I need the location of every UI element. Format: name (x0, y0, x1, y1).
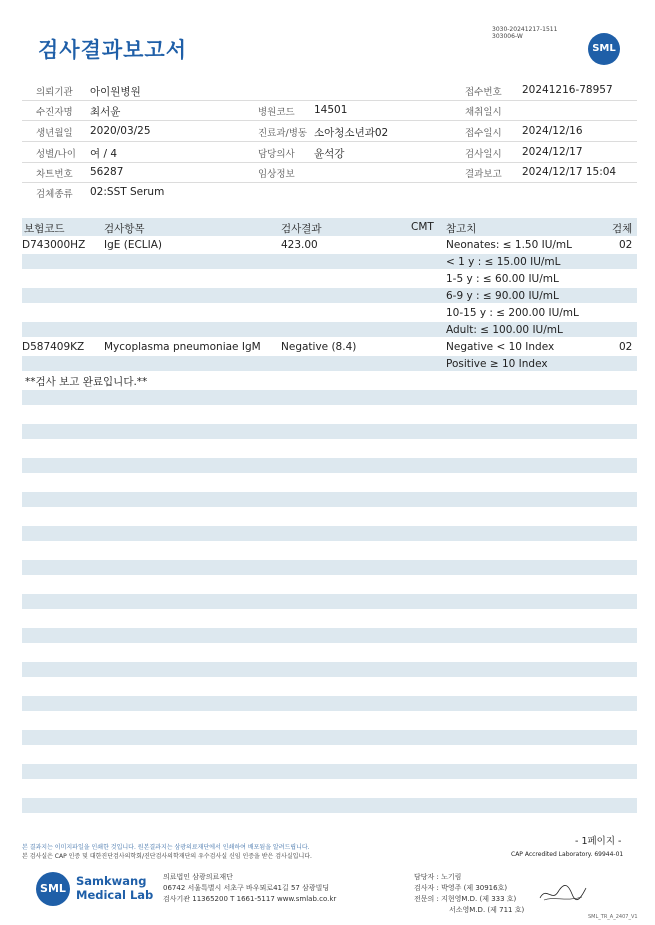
info-row-chart (22, 162, 637, 183)
table-row (22, 237, 637, 254)
info-row-sex-age (22, 142, 637, 163)
page-title: 검사결과보고서 (38, 38, 188, 62)
table-row (22, 271, 637, 288)
patient-value: 최서윤 (90, 106, 121, 118)
header-specimen: 검체 (612, 223, 633, 235)
org-name: 의료법인 삼광의료재단 (163, 873, 233, 881)
table-stripe (22, 662, 637, 677)
cell-ref: < 1 y : ≤ 15.00 IU/mL (446, 256, 561, 268)
received-label: 접수일시 (465, 128, 502, 139)
table-stripe (22, 696, 637, 711)
info-row-dob (22, 121, 637, 142)
cell-specimen: 02 (619, 341, 633, 353)
hospital-code-label: 병원코드 (258, 107, 295, 118)
cell-specimen: 02 (619, 239, 633, 251)
sex-age-label: 성별/나이 (36, 149, 76, 160)
table-row (22, 356, 637, 373)
info-row-specimen (22, 182, 637, 202)
lab-name-line-2: Medical Lab (76, 888, 154, 902)
cell-code: D587409KZ (22, 341, 85, 353)
tested-value: 2024/12/17 (522, 146, 583, 158)
accreditation-notice: 본 검사실은 CAP 인증 및 대한진단검사의학회/진단검사의학재단의 우수검사실 신임 인증을 받은 검사실입니다. (22, 853, 312, 860)
cell-item: IgE (ECLIA) (104, 239, 163, 251)
institution-label: 의뢰기관 (36, 87, 73, 98)
page-number: - 1페이지 - (575, 836, 622, 847)
header-item: 검사항목 (104, 223, 145, 235)
info-row-institution (22, 80, 637, 101)
collect-label: 채취일시 (465, 107, 502, 118)
table-stripe (22, 628, 637, 643)
results-table-header (22, 218, 637, 236)
dob-label: 생년월일 (36, 128, 73, 139)
cell-ref: 1-5 y : ≤ 60.00 IU/mL (446, 273, 559, 285)
cell-ref: Neonates: ≤ 1.50 IU/mL (446, 239, 572, 251)
hospital-code-value: 14501 (314, 104, 348, 116)
table-stripe (22, 390, 637, 405)
doctor-label: 담당의사 (258, 149, 295, 160)
cell-ref: Negative < 10 Index (446, 341, 555, 353)
chart-value: 56287 (90, 166, 124, 178)
specimen-label: 검체종류 (36, 189, 73, 200)
clinical-label: 임상정보 (258, 169, 295, 180)
signature-icon (538, 880, 588, 906)
document-code (492, 26, 557, 40)
samkwang-logo-icon: SML (36, 872, 70, 906)
tested-label: 검사일시 (465, 149, 502, 160)
staff-specialist-1: 전문의 : 지현영M.D. (제 333 호) (414, 895, 517, 903)
table-stripe (22, 560, 637, 575)
info-row-patient (22, 100, 637, 121)
report-label: 결과보고 (465, 169, 502, 180)
header-cmt: CMT (411, 221, 434, 233)
staff-manager: 담당자 : 노기림 (414, 873, 462, 881)
cell-ref: 6-9 y : ≤ 90.00 IU/mL (446, 290, 559, 302)
lab-name (76, 874, 153, 902)
dob-value: 2020/03/25 (90, 125, 151, 137)
table-row (22, 305, 637, 322)
table-row (22, 339, 637, 356)
completion-message: **검사 보고 완료입니다.** (25, 376, 148, 388)
lab-name-line-1: Samkwang (76, 874, 147, 888)
document-code-line-2: 303006-W (492, 33, 523, 40)
table-stripe (22, 764, 637, 779)
cap-accreditation: CAP Accredited Laboratory. 69944-01 (511, 851, 624, 858)
table-row (22, 288, 637, 305)
sml-logo-icon: SML (588, 33, 620, 65)
dept-label: 진료과/병동 (258, 128, 308, 139)
cell-ref: 10-15 y : ≤ 200.00 IU/mL (446, 307, 579, 319)
table-stripe (22, 594, 637, 609)
table-stripe (22, 424, 637, 439)
cell-ref: Adult: ≤ 100.00 IU/mL (446, 324, 563, 336)
cell-ref: Positive ≥ 10 Index (446, 358, 548, 370)
table-stripe (22, 798, 637, 813)
receipt-no-label: 접수번호 (465, 87, 502, 98)
receipt-no-value: 20241216-78957 (522, 84, 613, 96)
sex-age-value: 여 / 4 (90, 148, 118, 160)
table-stripe (22, 458, 637, 473)
cell-result: 423.00 (281, 239, 318, 251)
header-result: 검사결과 (281, 223, 322, 235)
received-value: 2024/12/16 (522, 125, 583, 137)
print-notice: 본 결과지는 이미지파일을 인쇄한 것입니다. 원본결과지는 삼광의료재단에서 인쇄하여 배포됨을 알려드립니다. (22, 844, 310, 851)
cell-item: Mycoplasma pneumoniae IgM (104, 341, 261, 353)
table-stripe (22, 526, 637, 541)
specimen-value: 02:SST Serum (90, 186, 165, 198)
document-code-line-1: 3030-20241217-1511 (492, 26, 558, 33)
chart-label: 차트번호 (36, 169, 73, 180)
header-ref: 참고치 (446, 223, 477, 235)
header-code: 보험코드 (24, 223, 65, 235)
form-code: SML_TR_A_2407_V1 (588, 914, 638, 920)
institution-value: 아이원병원 (90, 86, 141, 98)
cell-result: Negative (8.4) (281, 341, 357, 353)
cell-code: D743000HZ (22, 239, 86, 251)
report-value: 2024/12/17 15:04 (522, 166, 617, 178)
staff-specialist-2: 서소영M.D. (제 711 호) (449, 906, 525, 914)
org-address: 06742 서울특별시 서초구 바우뫼로41길 57 삼광빌딩 (163, 884, 330, 892)
doctor-value: 윤석강 (314, 148, 345, 160)
table-stripe (22, 730, 637, 745)
staff-tester: 검사자 : 박영주 (제 30916호) (414, 884, 508, 892)
dept-value: 소아청소년과02 (314, 127, 389, 139)
table-row (22, 254, 637, 271)
patient-label: 수진자명 (36, 107, 73, 118)
table-row (22, 322, 637, 339)
org-contact: 검사기관 11365200 T 1661-5117 www.smlab.co.kr (163, 895, 337, 903)
table-stripe (22, 492, 637, 507)
